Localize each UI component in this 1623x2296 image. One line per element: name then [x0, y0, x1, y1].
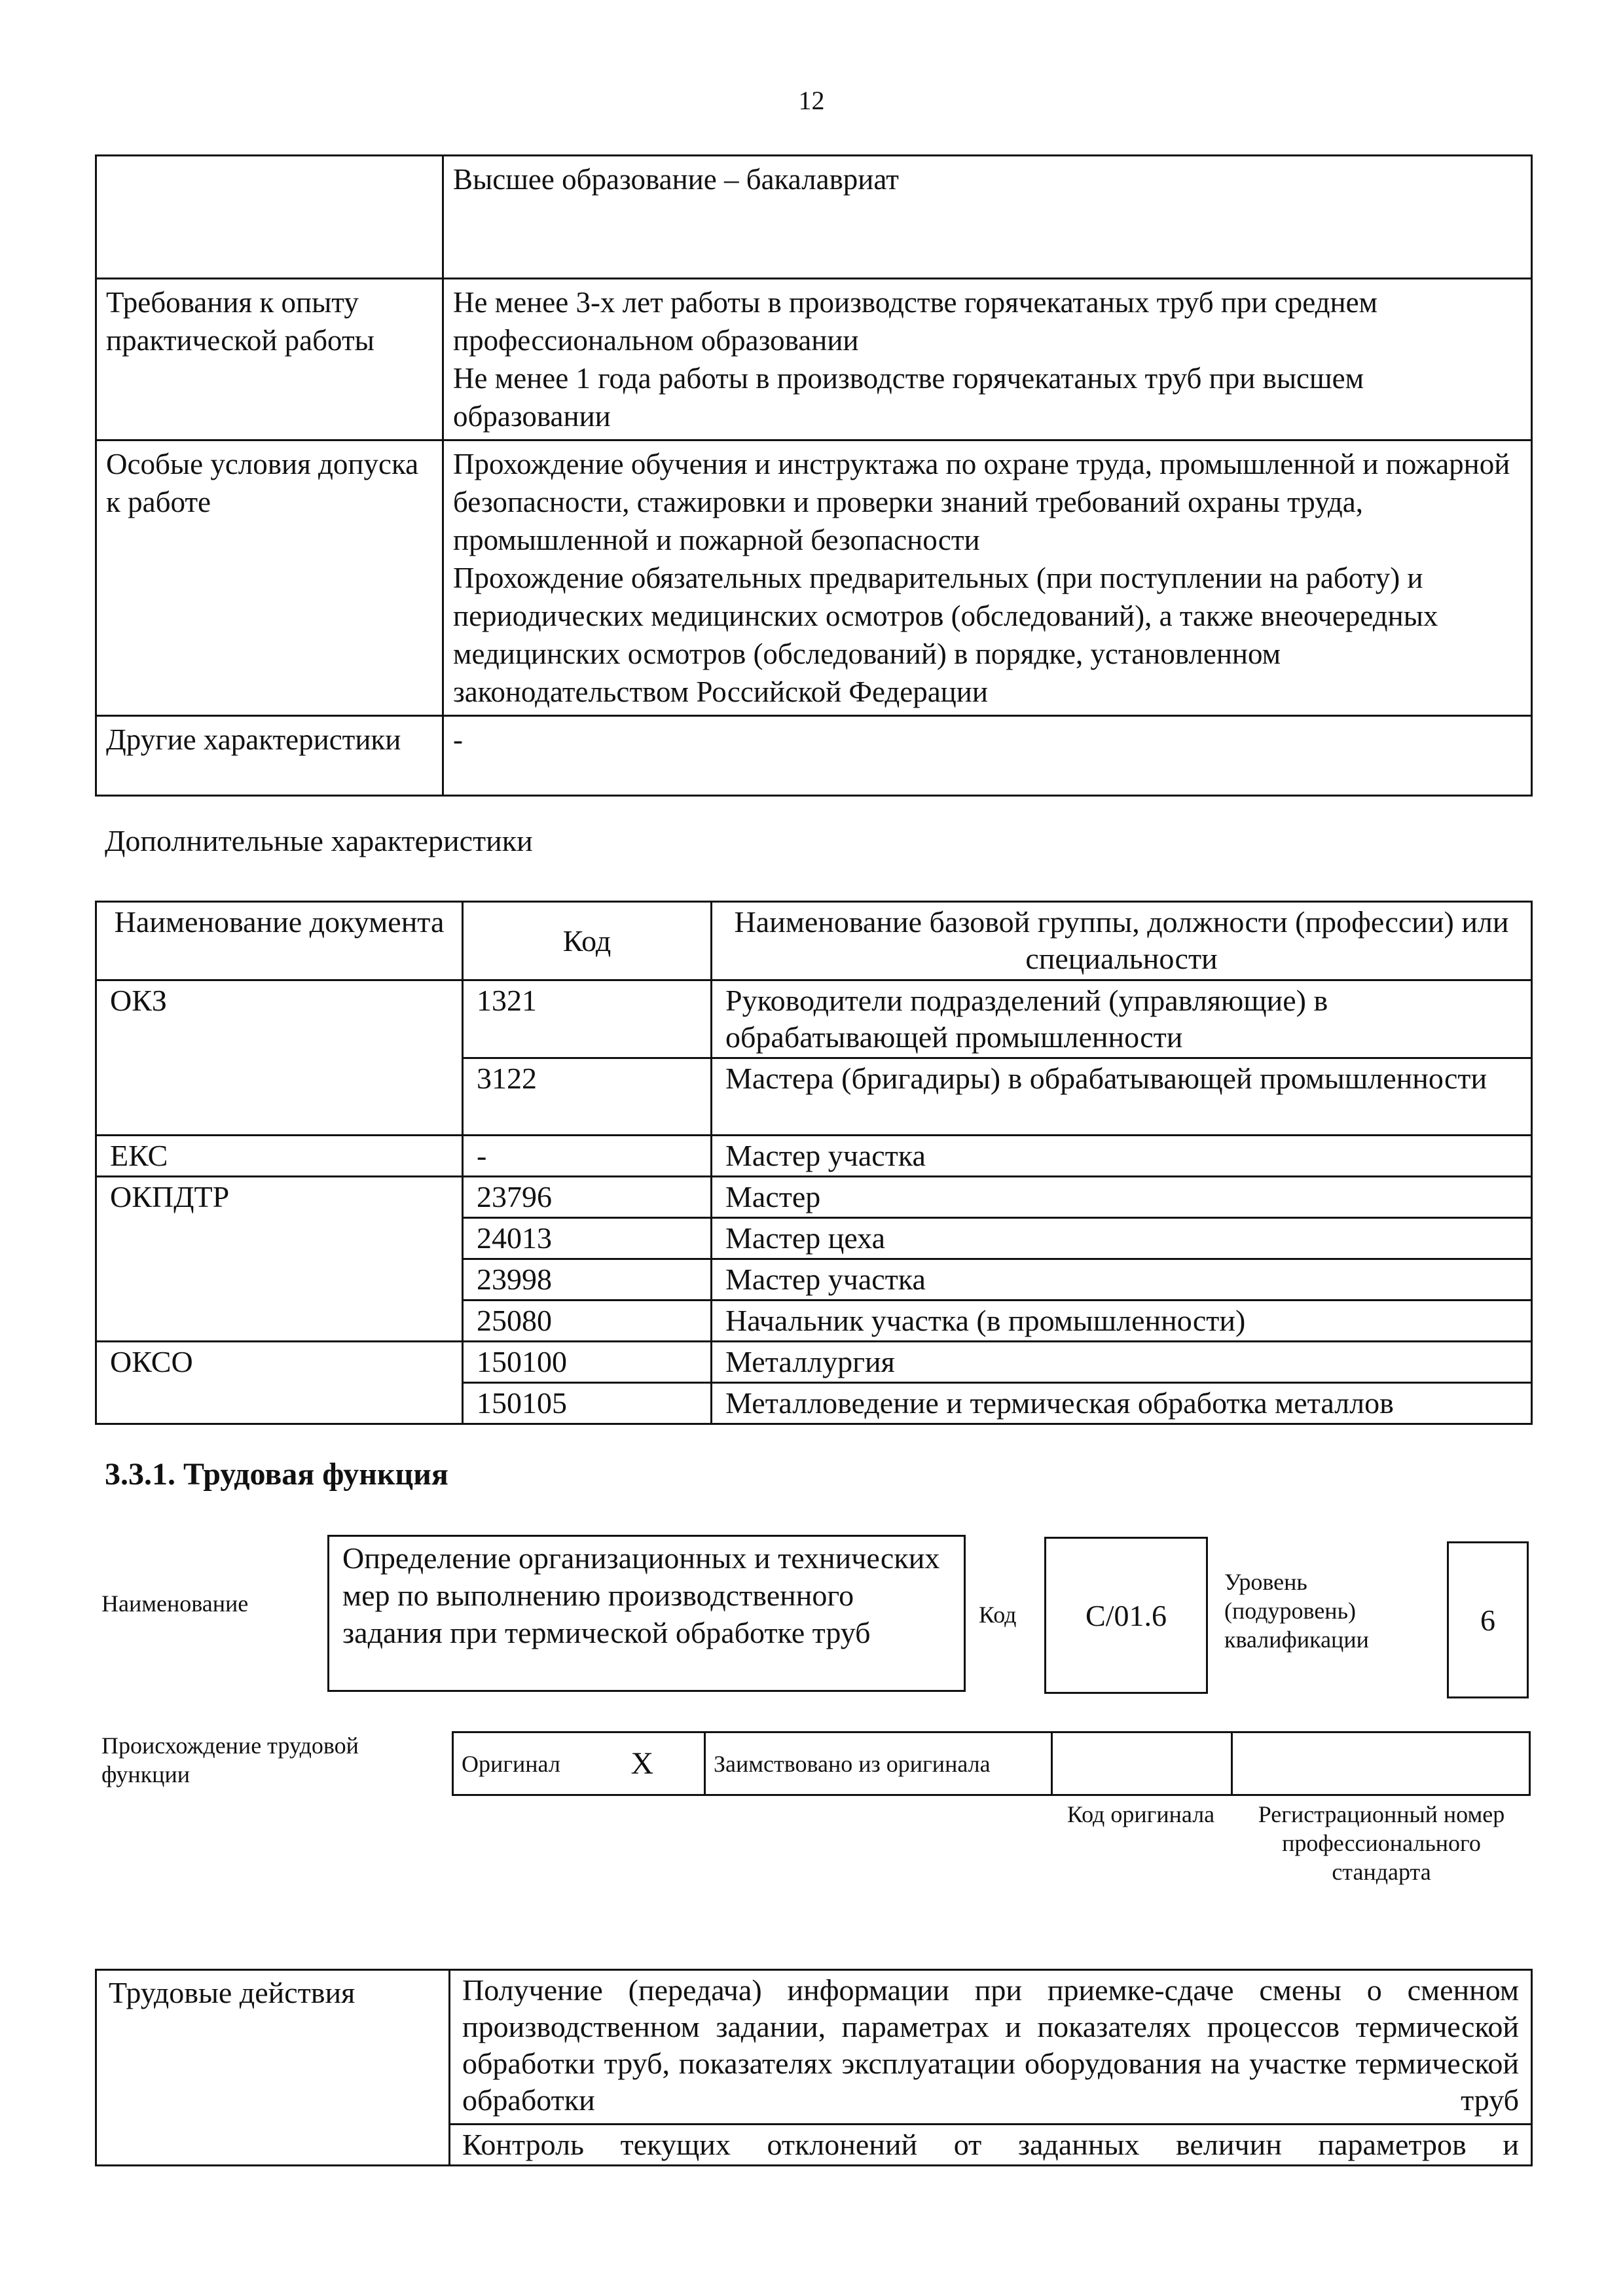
table-row — [96, 279, 1532, 440]
additional-table — [95, 901, 1533, 1425]
table-row — [96, 156, 1532, 279]
name-cell: Начальник участка (в промышленности) — [712, 1300, 1532, 1342]
section-caption: Дополнительные характеристики — [105, 824, 533, 857]
origin-table — [452, 1731, 1531, 1796]
code-cell: 150105 — [463, 1383, 712, 1424]
doc-cell: ЕКС — [96, 1136, 463, 1177]
row-value — [443, 156, 1532, 279]
origin-label: Происхождение трудовой функции — [101, 1732, 359, 1787]
function-name-box: Определение организационных и технических мер по выполнению производственного задания при термической обработке труб — [327, 1535, 966, 1692]
action-item: Контроль текущих отклонений от заданных величин параметров и — [450, 2125, 1532, 2166]
row-label — [96, 156, 443, 279]
code-original-cell — [1052, 1732, 1232, 1795]
table-row — [96, 980, 1532, 1058]
name-cell: Руководители подразделений (управляющие) в обрабатывающей промышленности — [712, 980, 1532, 1058]
table-header-row — [96, 902, 1532, 980]
doc-cell: ОКСО — [96, 1342, 463, 1424]
code-original-caption: Код оригинала — [1067, 1801, 1215, 1827]
code-cell: 3122 — [463, 1058, 712, 1136]
table-row — [96, 1342, 1532, 1383]
page-number: 12 — [798, 86, 825, 115]
code-cell: - — [463, 1136, 712, 1177]
level-box: 6 — [1447, 1541, 1529, 1698]
row-label: Требования к опыту практической работы — [96, 279, 443, 440]
name-cell: Мастера (бригадиры) в обрабатывающей промышленности — [712, 1058, 1532, 1136]
function-code-box: C/01.6 — [1044, 1537, 1208, 1694]
row-label: Другие характеристики — [96, 716, 443, 796]
name-cell: Мастер участка — [712, 1259, 1532, 1300]
row-line: Прохождение обучения и инструктажа по охране труда, промышленной и пожарной безопасности, стажировки и проверки знаний требований охраны труда, промышленной и пожарной безопасности — [453, 448, 1510, 556]
doc-cell: ОКЗ — [96, 980, 463, 1136]
row-line: Не менее 1 года работы в производстве горячекатаных труб при высшем образовании — [453, 362, 1364, 433]
row-value — [443, 279, 1532, 440]
row-value — [443, 440, 1532, 716]
name-cell: Металловедение и термическая обработка металлов — [712, 1383, 1532, 1424]
reg-number-caption: Регистрационный номер профессионального стандарта — [1258, 1801, 1505, 1885]
table-row — [96, 440, 1532, 716]
row-line: - — [453, 723, 463, 756]
header-code: Код — [463, 902, 712, 980]
header-name: Наименование базовой группы, должности (профессии) или специальности — [712, 902, 1532, 980]
name-cell: Мастер цеха — [712, 1218, 1532, 1259]
code-cell: 25080 — [463, 1300, 712, 1342]
header-doc: Наименование документа — [96, 902, 463, 980]
code-cell: 1321 — [463, 980, 712, 1058]
row-line: Прохождение обязательных предварительных (при поступлении на работу) и периодических медицинских осмотров (обследований), а также внеочередных медицинских осмотров (обследований) в порядке, установленном законодательством Российской Федерации — [453, 562, 1438, 708]
doc-cell: ОКПДТР — [96, 1177, 463, 1342]
code-cell: 23998 — [463, 1259, 712, 1300]
code-label: Код — [979, 1602, 1017, 1628]
table-row — [96, 1177, 1532, 1218]
original-label: Оригинал — [453, 1732, 623, 1795]
borrowed-label: Заимствовано из оригинала — [705, 1732, 1052, 1795]
name-label: Наименование — [101, 1590, 249, 1617]
action-item: Получение (передача) информации при приемке-сдаче смены о сменном производственном задании, параметрах и показателях процессов термической обработки труб, показателях эксплуатации оборудования на участке термической обработки труб — [450, 1970, 1532, 2125]
qualification-table — [95, 154, 1533, 797]
code-cell: 24013 — [463, 1218, 712, 1259]
reg-number-cell — [1232, 1732, 1530, 1795]
table-row — [453, 1732, 1530, 1795]
code-cell: 150100 — [463, 1342, 712, 1383]
name-cell: Металлургия — [712, 1342, 1532, 1383]
function-heading: 3.3.1. Трудовая функция — [105, 1457, 448, 1492]
row-line: Не менее 3-х лет работы в производстве горячекатаных труб при среднем профессиональном образовании — [453, 286, 1378, 357]
level-label: Уровень (подуровень) квалификации — [1224, 1569, 1369, 1653]
code-cell: 23796 — [463, 1177, 712, 1218]
row-label: Особые условия допуска к работе — [96, 440, 443, 716]
row-value — [443, 716, 1532, 796]
actions-table — [95, 1969, 1533, 2166]
name-cell: Мастер участка — [712, 1136, 1532, 1177]
table-row — [96, 1136, 1532, 1177]
actions-label: Трудовые действия — [96, 1970, 450, 2166]
table-row — [96, 1970, 1532, 2125]
name-cell: Мастер — [712, 1177, 1532, 1218]
row-line: Высшее образование – бакалавриат — [453, 163, 899, 196]
original-mark: X — [623, 1732, 705, 1795]
table-row — [96, 716, 1532, 796]
